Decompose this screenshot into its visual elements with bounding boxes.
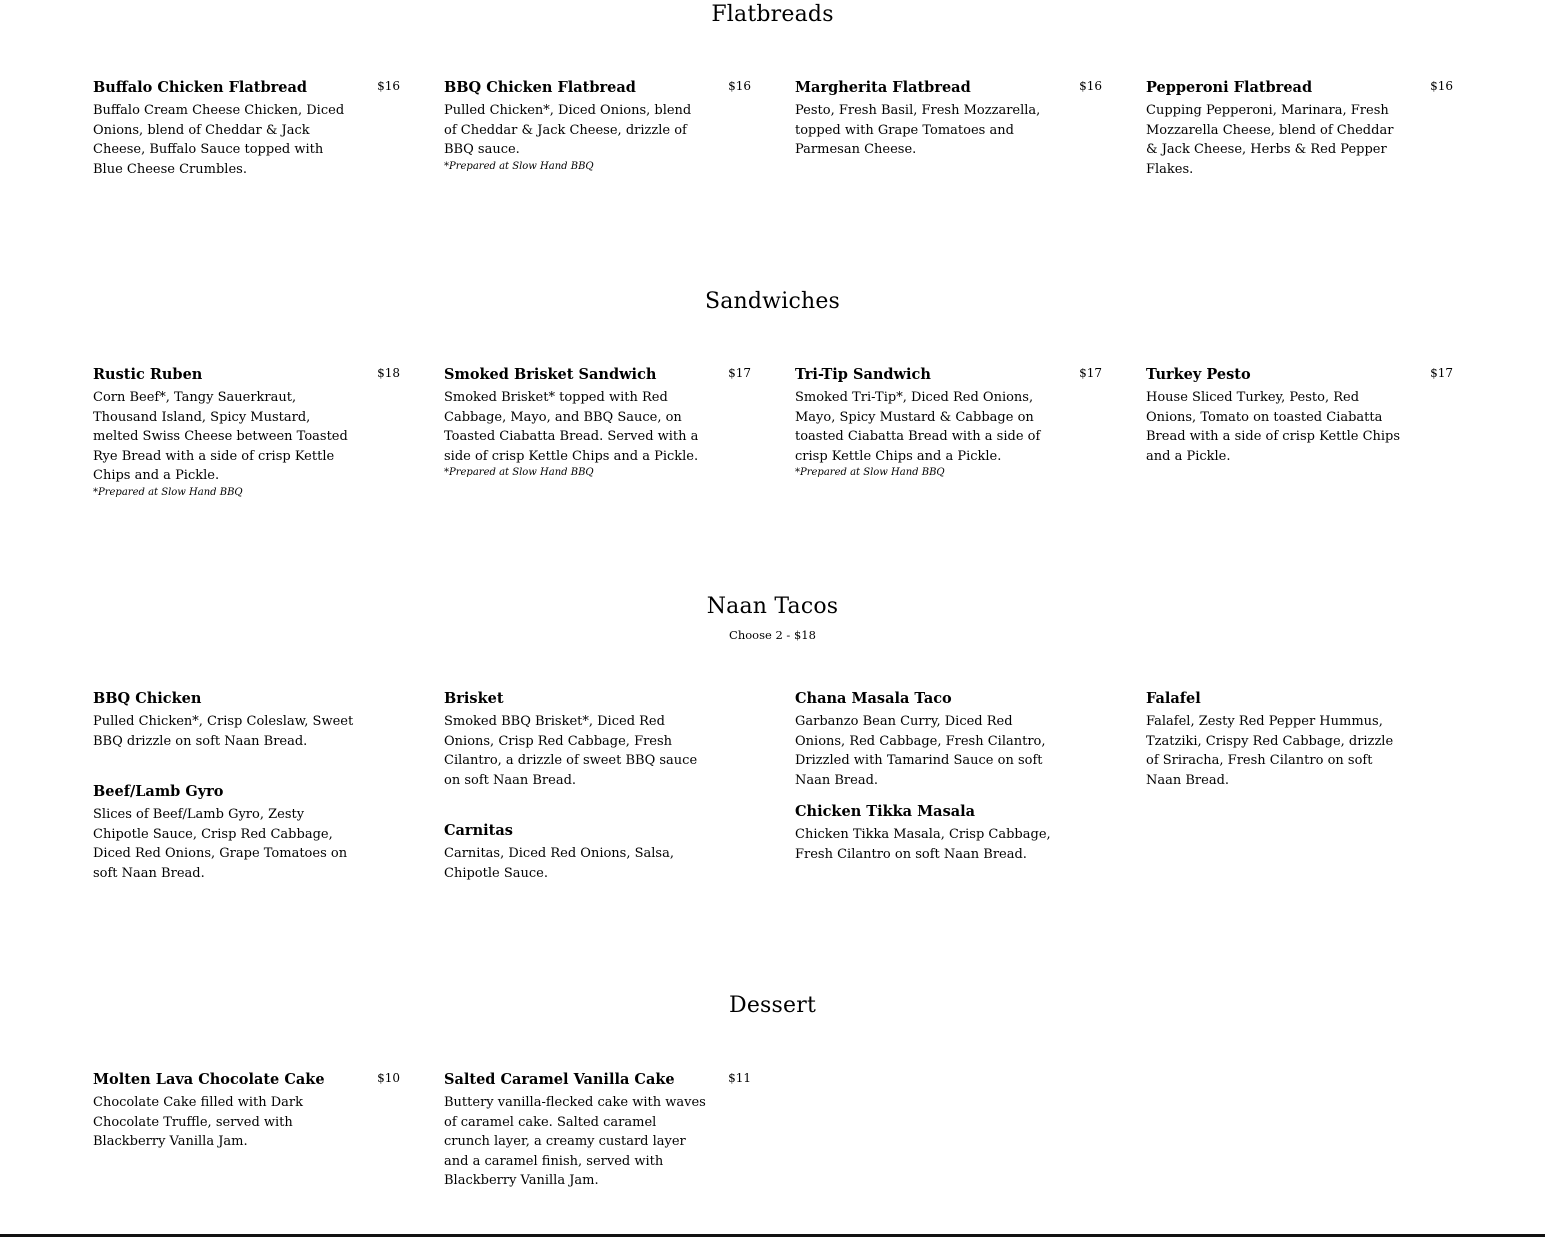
item-name: Tri-Tip Sandwich bbox=[795, 366, 931, 383]
menu-item bbox=[444, 820, 751, 883]
item-note: *Prepared at Slow Hand BBQ bbox=[444, 160, 594, 172]
item-name: Brisket bbox=[444, 690, 504, 707]
item-description: Buffalo Cream Cheese Chicken, Diced Onions, blend of Cheddar & Jack Cheese, Buffalo Sauce topped with Blue Cheese Crumbles. bbox=[93, 103, 345, 177]
menu-item bbox=[1146, 364, 1453, 466]
item-name: Buffalo Chicken Flatbread bbox=[93, 79, 308, 96]
menu-item bbox=[795, 364, 1102, 480]
item-price: $16 bbox=[728, 79, 751, 93]
item-description: Buttery vanilla-flecked cake with waves of caramel cake. Salted caramel crunch layer, a creamy custard layer and a caramel finish, served with Blackberry Vanilla Jam. bbox=[444, 1095, 706, 1188]
item-name: BBQ Chicken Flatbread bbox=[444, 79, 636, 96]
item-description: Pulled Chicken*, Crisp Coleslaw, Sweet BBQ drizzle on soft Naan Bread. bbox=[93, 714, 354, 749]
item-description: Smoked BBQ Brisket*, Diced Red Onions, Crisp Red Cabbage, Fresh Cilantro, a drizzle of sweet BBQ sauce on soft Naan Bread. bbox=[444, 714, 698, 788]
item-note: *Prepared at Slow Hand BBQ bbox=[444, 467, 594, 478]
menu-item bbox=[93, 688, 400, 751]
item-description: Smoked Brisket* topped with Red Cabbage, Mayo, and BBQ Sauce, on Toasted Ciabatta Bread. Served with a side of crisp Kettle Chips and a Pickle. bbox=[444, 390, 699, 464]
item-note: *Prepared at Slow Hand BBQ bbox=[795, 467, 945, 478]
menu-item bbox=[1146, 688, 1453, 790]
item-name: Smoked Brisket Sandwich bbox=[444, 366, 657, 383]
item-description: Smoked Tri-Tip*, Diced Red Onions, Mayo, Spicy Mustard & Cabbage on toasted Ciabatta Bread with a side of crisp Kettle Chips and a Pickle. bbox=[795, 390, 1041, 464]
item-name: Salted Caramel Vanilla Cake bbox=[444, 1071, 675, 1088]
item-name: Chana Masala Taco bbox=[795, 690, 952, 707]
menu-item bbox=[93, 1069, 400, 1152]
item-price: $16 bbox=[1430, 79, 1453, 93]
item-name: Carnitas bbox=[444, 822, 513, 839]
section-subtitle-naan-tacos: Choose 2 - $18 bbox=[729, 628, 816, 642]
menu-item bbox=[93, 781, 400, 883]
menu-item bbox=[444, 364, 751, 480]
item-price: $11 bbox=[728, 1071, 751, 1085]
menu-item bbox=[93, 77, 400, 179]
item-price: $17 bbox=[728, 366, 751, 380]
item-note: *Prepared at Slow Hand BBQ bbox=[93, 486, 243, 498]
item-name: Rustic Ruben bbox=[93, 366, 203, 383]
item-description: Cupping Pepperoni, Marinara, Fresh Mozzarella Cheese, blend of Cheddar & Jack Cheese, Herbs & Red Pepper Flakes. bbox=[1146, 103, 1394, 177]
item-name: Turkey Pesto bbox=[1146, 366, 1251, 383]
item-description: Corn Beef*, Tangy Sauerkraut, Thousand Island, Spicy Mustard, melted Swiss Cheese between Toasted Rye Bread with a side of crisp Kettle Chips and a Pickle. bbox=[93, 390, 348, 483]
item-price: $16 bbox=[377, 79, 400, 93]
item-name: Beef/Lamb Gyro bbox=[93, 783, 224, 800]
item-description: Falafel, Zesty Red Pepper Hummus, Tzatziki, Crispy Red Cabbage, drizzle of Sriracha, Fresh Cilantro on soft Naan Bread. bbox=[1146, 714, 1394, 788]
item-description: Carnitas, Diced Red Onions, Salsa, Chipotle Sauce. bbox=[444, 846, 674, 881]
item-name: Molten Lava Chocolate Cake bbox=[93, 1071, 325, 1088]
item-name: Chicken Tikka Masala bbox=[795, 803, 976, 820]
item-price: $10 bbox=[377, 1071, 400, 1085]
menu-item bbox=[795, 801, 1102, 864]
menu-item bbox=[444, 688, 751, 790]
item-description: Chocolate Cake filled with Dark Chocolate Truffle, served with Blackberry Vanilla Jam. bbox=[93, 1095, 304, 1149]
menu-item bbox=[444, 1069, 751, 1191]
item-description: Slices of Beef/Lamb Gyro, Zesty Chipotle Sauce, Crisp Red Cabbage, Diced Red Onions, Grape Tomatoes on soft Naan Bread. bbox=[93, 807, 348, 881]
item-price: $17 bbox=[1430, 366, 1453, 380]
item-description: Pulled Chicken*, Diced Onions, blend of Cheddar & Jack Cheese, drizzle of BBQ sauce. bbox=[444, 103, 692, 157]
section-title-flatbreads: Flatbreads bbox=[711, 2, 834, 27]
item-price: $17 bbox=[1079, 366, 1102, 380]
item-name: Falafel bbox=[1146, 690, 1201, 707]
item-price: $18 bbox=[377, 366, 400, 380]
section-title-sandwiches: Sandwiches bbox=[704, 289, 841, 314]
item-name: Margherita Flatbread bbox=[795, 79, 971, 96]
menu-item bbox=[1146, 77, 1453, 179]
item-description: House Sliced Turkey, Pesto, Red Onions, Tomato on toasted Ciabatta Bread with a side of crisp Kettle Chips and a Pickle. bbox=[1146, 390, 1401, 464]
section-title-naan-tacos: Naan Tacos bbox=[706, 594, 839, 619]
item-price: $16 bbox=[1079, 79, 1102, 93]
item-description: Pesto, Fresh Basil, Fresh Mozzarella, topped with Grape Tomatoes and Parmesan Cheese. bbox=[795, 103, 1041, 157]
menu-item bbox=[93, 364, 400, 500]
item-name: Pepperoni Flatbread bbox=[1146, 79, 1313, 96]
menu-item bbox=[795, 688, 1102, 790]
section-title-dessert: Dessert bbox=[728, 993, 816, 1018]
item-name: BBQ Chicken bbox=[93, 690, 202, 707]
menu-item bbox=[444, 77, 751, 174]
menu-item bbox=[795, 77, 1102, 160]
item-description: Garbanzo Bean Curry, Diced Red Onions, Red Cabbage, Fresh Cilantro, Drizzled with Tamarind Sauce on soft Naan Bread. bbox=[795, 714, 1046, 788]
item-description: Chicken Tikka Masala, Crisp Cabbage, Fresh Cilantro on soft Naan Bread. bbox=[795, 827, 1051, 862]
